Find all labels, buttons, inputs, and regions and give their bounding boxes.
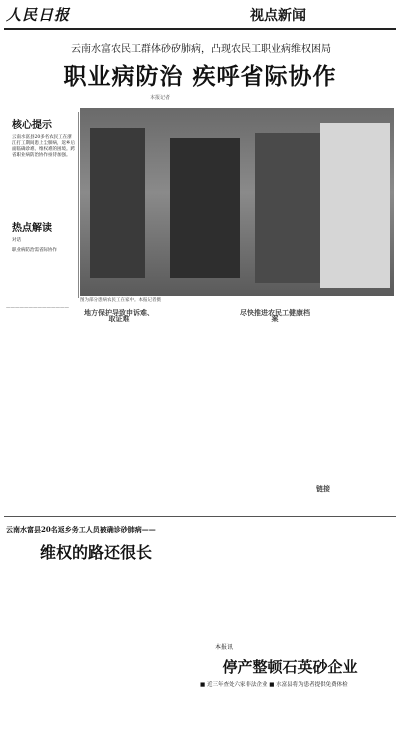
photo-person-1 <box>90 128 145 278</box>
second-column-4 <box>293 520 393 640</box>
body-filler: —————————————— <box>6 306 69 311</box>
section-rule-1 <box>4 516 396 517</box>
second-headline: 维权的路还很长 <box>40 543 153 562</box>
sidebar-title: 核心提示 <box>12 120 52 131</box>
third-headline: 停产整顿石英砂企业 <box>222 658 358 676</box>
sidebar-box-sub: 对话 <box>12 238 21 243</box>
body-column-4 <box>238 306 312 511</box>
photo-person-3 <box>255 133 320 283</box>
body-crosshead-2: 尽快推进农民工健康档案 <box>240 308 310 323</box>
photo-person-4 <box>320 123 390 288</box>
second-column-2 <box>100 566 190 746</box>
section-title: 视点新闻 <box>250 8 306 24</box>
sidebar-text: 云南水富县20多名农民工在浙江打工期间患上尘肺病，返乡后面临确诊难、维权难的困境。跨省职业病防治协作亟待加强。 <box>12 135 75 158</box>
lead-byline: 本报记者 <box>150 95 171 101</box>
second-kicker: 云南水富县20名返乡务工人员被确诊砂肺病—— <box>6 525 156 534</box>
masthead-rule <box>4 28 396 30</box>
photo-person-2 <box>170 138 240 278</box>
third-subhead: ■ 近三年查处六家非法企业 ■ 水富县将为患者提供免费体检 <box>200 682 348 688</box>
second-column-3 <box>194 520 289 640</box>
body-column-5 <box>316 306 394 511</box>
lead-subhead: 云南水富农民工群体砂矽肺病，凸现农民工职业病维权困局 <box>71 44 331 55</box>
sidebar-box-title: 热点解读 <box>12 223 52 234</box>
body-column-3 <box>160 306 234 511</box>
second-column-1 <box>6 566 96 746</box>
body-crosshead-1: 地方保护导致申诉难、取证难 <box>84 308 154 323</box>
link-label: 链接 <box>316 484 330 493</box>
sidebar <box>6 112 79 298</box>
lead-photo <box>80 108 394 296</box>
body-column-1 <box>6 306 78 511</box>
third-kicker: 本报讯 <box>215 644 234 651</box>
sidebar-box-item: 职业病防治需省际协作 <box>12 248 57 253</box>
lead-headline: 职业病防治 疾呼省际协作 <box>63 64 337 90</box>
masthead-logo: 人民日报 <box>6 6 71 24</box>
body-column-2 <box>82 306 156 511</box>
photo-caption: 图为部分患病农民工在家中。本报记者摄 <box>80 298 161 303</box>
